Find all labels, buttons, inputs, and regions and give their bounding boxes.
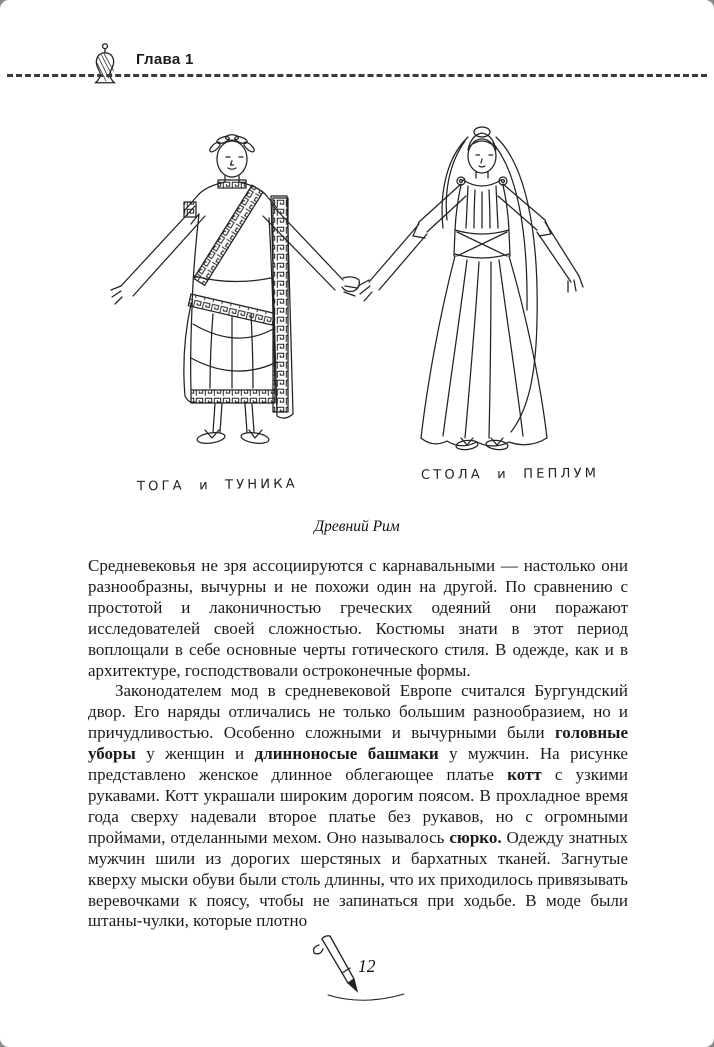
figure-caption: Древний Рим	[314, 518, 400, 535]
chapter-title: Глава 1	[136, 51, 194, 68]
body-text	[88, 556, 628, 932]
bold-term: длинноносые башмаки	[254, 744, 439, 764]
bold-term: котт	[507, 765, 542, 785]
bold-term: головные уборы	[88, 723, 628, 764]
text-segment: у мужчин. На рисунке представлено женское длинное облегающее платье	[88, 744, 628, 785]
text-segment: Средневековья не зря ассоциируются с карнавальными — настолько они разнообразны, вычурны и не похожи один на другой. По сравнению с простотой и лаконичностью греческих одеяний они поражают исследователей своей сложностью. Костюмы знати в этот период воплощали в себе основные черты готического стиля. В одежде, как и в архитектуре, господствовали остроконечные формы.	[88, 556, 628, 680]
figure-labels	[87, 466, 627, 500]
text-segment: Законодателем мод в средневековой Европе считался Бургундский двор. Его наряды отличались не только большим разнообразием, но и причудливостью. Особенно сложными и вычурными были	[88, 681, 628, 743]
dashed-divider	[7, 74, 707, 77]
woman-in-stola	[358, 127, 583, 451]
bold-term: сюрко.	[449, 827, 502, 847]
paragraph	[88, 681, 628, 932]
costume-figure	[87, 118, 627, 536]
page-number: 12	[358, 956, 376, 976]
costume-illustration	[87, 118, 627, 470]
paragraph	[88, 556, 628, 681]
text-segment: с узкими рукавами. Котт украшали широким дорогим поясом. В прохладное время года сверху надевали второе платье без рукавов, но с огромными проймами, отделанными мехом. Оно называлось	[88, 765, 628, 847]
figure-label-right: СТОЛА и ПЕПЛУМ	[420, 466, 600, 483]
page-footer	[292, 934, 424, 1004]
figure-label-left: ТОГА и ТУНИКА	[136, 476, 298, 495]
text-segment: Одежду знатных мужчин шили из дорогих шерстяных и бархатных тканей. Загнутые кверху мыски обуви были столь длинны, что их приходилось привязывать веревочками к поясу, чтобы не запинаться при ходьбе. В моде были штаны-чулки, которые плотно	[88, 827, 629, 931]
text-segment: у женщин и	[135, 744, 255, 764]
man-in-toga	[111, 135, 359, 445]
mannequin-icon	[90, 42, 120, 91]
page-header	[90, 42, 194, 91]
